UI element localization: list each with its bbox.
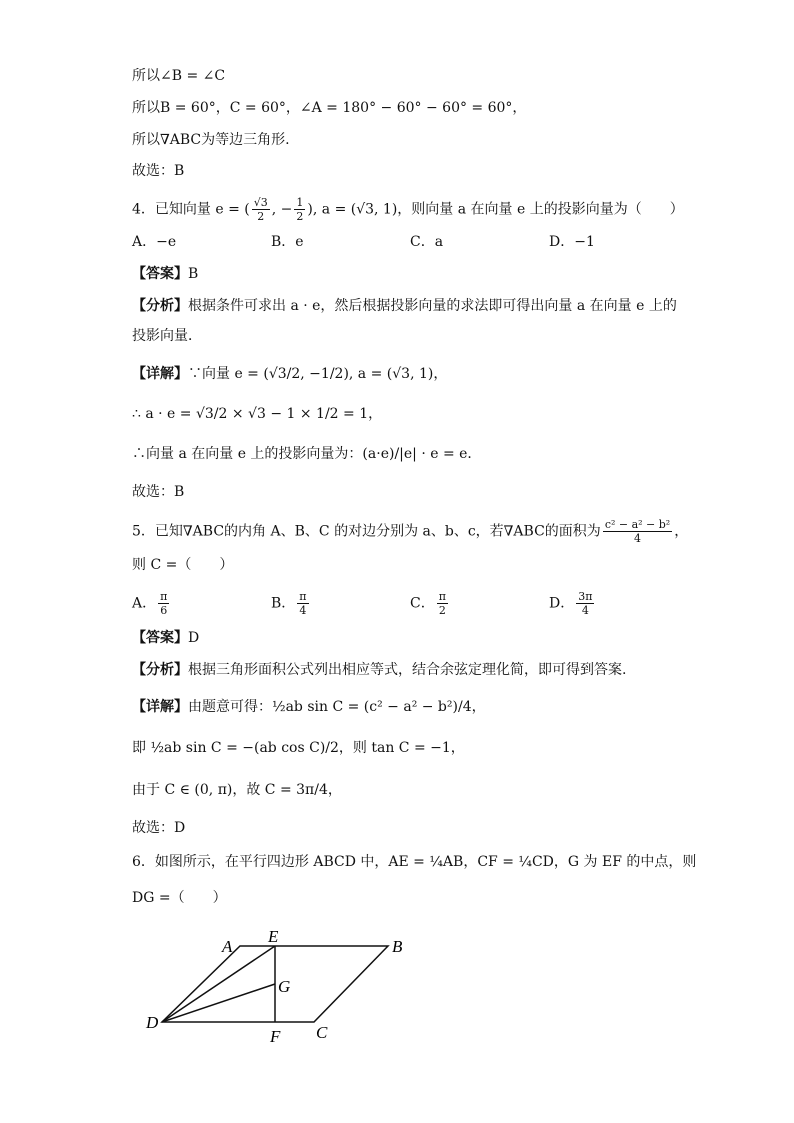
answer-line: 【答案】D <box>132 630 200 646</box>
analysis-line: 【分析】根据三角形面积公式列出相应等式，结合余弦定理化简，即可得到答案. <box>132 662 627 678</box>
option-d: D．−1 <box>549 234 595 250</box>
question-6-stem: DG =（ ） <box>132 890 227 906</box>
answer-line: 【答案】B <box>132 266 199 282</box>
detail-line: ∴ a · e = √3/2 × √3 − 1 × 1/2 = 1， <box>132 406 383 422</box>
detail-line: ∴向量 a 在向量 e 上的投影向量为：(a·e)/|e| · e = e． <box>132 446 482 462</box>
option-c: C． $\frac{\pi}{2}$ <box>410 590 446 617</box>
fraction: $\frac{\text{c² − a² − b²}}{4}$ <box>604 518 671 545</box>
question-5-stem: 5．已知∇ABC的内角 A、B、C 的对边分别为 a、b、c，若∇ABC的面积为 $\frac{\text{c² − a² − b²}}{4}$ ， <box>132 518 689 545</box>
text-line: 所以B = 60°，C = 60°，∠A = 180° − 60° − 60° = 60°， <box>132 100 527 116</box>
option-a: A．−e <box>132 234 177 250</box>
choose-line: 故选：D <box>132 820 186 836</box>
question-6-stem: 6．如图所示，在平行四边形 ABCD 中，AE = ¼AB，CF = ¼CD，G 为 EF 的中点，则 <box>132 854 697 870</box>
label-e: E <box>268 927 279 946</box>
option-c: C．a <box>410 234 444 250</box>
analysis-line: 【分析】根据条件可求出 a · e，然后根据投影向量的求法即可得出向量 a 在向量 e 上的 <box>132 298 677 314</box>
label-a: A <box>222 937 233 956</box>
choose-line: 故选：B <box>132 484 185 500</box>
parallelogram-abcd <box>162 946 388 1022</box>
label-g: G <box>278 977 291 996</box>
label-c: C <box>316 1023 328 1042</box>
option-b: B．e <box>271 234 304 250</box>
text-line: 故选：B <box>132 163 185 179</box>
detail-line: 由于 C ∈ (0, π)，故 C = 3π/4， <box>132 782 342 798</box>
segment-de <box>162 946 275 1022</box>
option-d: D． $\frac{3\pi}{4}$ <box>549 590 593 617</box>
label-d: D <box>146 1013 159 1032</box>
fraction: $\frac{1}{2}$ <box>296 196 304 223</box>
analysis-line: 投影向量． <box>132 328 202 344</box>
label-f: F <box>270 1027 281 1046</box>
question-4-stem: 4．已知向量 e = ( $\frac{√3}{2}$ , − $\frac{1}{2}$ ), a = (√3, 1)，则向量 a 在向量 e 上的投影向量为（ ） <box>132 196 684 223</box>
text-line: 所以∠B = ∠C <box>132 68 226 84</box>
detail-line: 即 ½ab sin C = −(ab cos C)/2，则 tan C = −1， <box>132 740 465 756</box>
segment-dg <box>162 984 275 1022</box>
question-5-stem: 则 C =（ ） <box>132 557 234 573</box>
text-line: 所以∇ABC为等边三角形. <box>132 132 290 148</box>
detail-line: 【详解】由题意可得：½ab sin C = (c² − a² − b²)/4， <box>132 699 486 715</box>
detail-line: 【详解】∵向量 e = (√3/2, −1/2), a = (√3, 1)， <box>132 366 448 382</box>
label-b: B <box>392 937 403 956</box>
option-a: A． $\frac{\pi}{6}$ <box>132 590 168 617</box>
fraction: $\frac{√3}{2}$ <box>253 196 268 223</box>
option-b: B． $\frac{\pi}{4}$ <box>271 590 307 617</box>
